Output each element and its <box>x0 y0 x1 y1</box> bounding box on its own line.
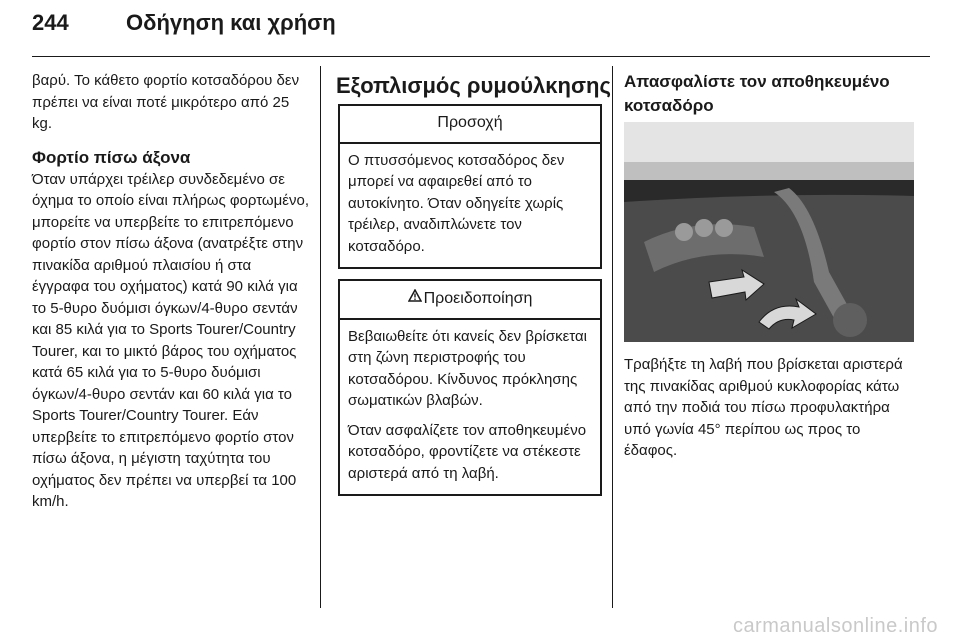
warning-text-2: Όταν ασφαλίζετε τον αποθηκευμένο κοτσαδόρο, φροντίζετε να στέκεστε αριστερά από τη λαβή. <box>348 421 587 482</box>
page-number: 244 <box>32 10 69 35</box>
caution-title: Προσοχή <box>340 106 600 144</box>
release-heading: Απασφαλίστε τον αποθηκευμένο κοτσαδόρο <box>624 72 890 115</box>
axle-load-paragraph: Όταν υπάρχει τρέιλερ συνδεδεμένο σε όχημα το οποίο είναι πλήρως φορτωμένο, μπορείτε να υπερβείτε το επιτρεπόμενο φορτίο στον πίσω άξονα (ανατρέξτε στην πινακίδα αριθμού πλαισίου ή στα έγγραφα του οχήματος) κατά 90 κιλά για το 5-θυρο δυόμισι όγκων/4-θυρο σεντάν και 85 κιλά για το Sports Tourer/Country Tourer, και το μικτό βάρος του οχήματος κατά 65 κιλά για το 5-θυρο δυόμισι όγκων/4-θυρο σεντάν και 60 κιλά για το Sports Tourer/Country Tourer. Εάν υπερβείτε το επιτρεπόμενο φορτίο στον πίσω άξονα, η μέγιστη ταχύτητα του οχήματος δεν πρέπει να υπερβεί τα 100 km/h. <box>32 170 309 510</box>
watermark-text: carmanualsonline.info <box>732 615 938 637</box>
warning-text-1: Βεβαιωθείτε ότι κανείς δεν βρίσκεται στη ζώνη περιστροφής του κοτσαδόρου. Κίνδυνος πρόκλησης σωματικών βλαβών. <box>348 327 587 409</box>
column-divider-1 <box>320 66 321 608</box>
warning-triangle-icon <box>408 287 422 309</box>
column-3 <box>624 70 914 462</box>
warning-header <box>340 281 600 320</box>
column-2 <box>336 72 611 496</box>
caution-text: Ο πτυσσόμενος κοτσαδόρος δεν μπορεί να αφαιρεθεί από το αυτοκίνητο. Όταν οδηγείτε χωρίς τρέιλερ, αναδιπλώνετε τον κοτσαδόρο. <box>348 151 565 255</box>
column-divider-2 <box>612 66 613 608</box>
towbar-release-handle-photo <box>624 122 914 342</box>
warning-box <box>338 279 602 496</box>
towing-equipment-heading: Εξοπλισμός ρυμούλκησης <box>336 73 611 98</box>
page-header <box>32 10 336 46</box>
caution-box <box>338 104 602 269</box>
release-caption: Τραβήξτε τη λαβή που βρίσκεται αριστερά της πινακίδας αριθμού κυκλοφορίας κάτω από την ποδιά του πίσω προφυλακτήρα υπό γωνία 45° περίπου ως προς το έδαφος. <box>624 356 903 459</box>
warning-title: Προειδοποίηση <box>423 290 533 307</box>
axle-load-heading: Φορτίο πίσω άξονα <box>32 147 191 167</box>
header-rule <box>32 56 930 57</box>
intro-paragraph: βαρύ. Το κάθετο φορτίο κοτσαδόρου δεν πρέπει να είναι ποτέ μικρότερο από 25 kg. <box>32 72 300 132</box>
column-1 <box>32 70 310 513</box>
chapter-title: Οδήγηση και χρήση <box>126 10 336 35</box>
